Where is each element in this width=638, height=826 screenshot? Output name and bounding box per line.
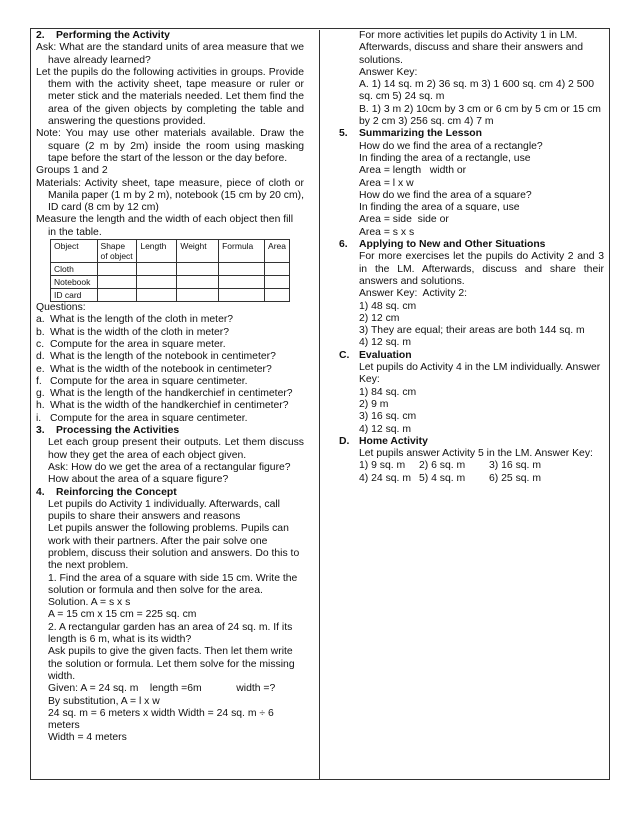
answer-line: 5) 4 sq. m [419,472,466,484]
right-column [339,30,604,485]
section-5-heading [339,128,604,140]
answer-line: 2) 9 m [359,398,389,410]
section-title: Summarizing the Lesson [359,128,482,140]
question-item [36,413,304,425]
answer-key-label: Answer Key: [359,66,418,78]
solution-line: A = 15 cm x 15 cm = 225 sq. cm [48,609,197,621]
answer-line: 4) 12 sq. m [359,337,411,349]
section-number: D. [339,435,350,447]
section-2-heading [36,30,304,42]
ask-paragraph: Ask: What are the standard units of area measure that we have already learned? [36,42,304,66]
table-cell: Cloth [51,263,98,276]
section-number: 6. [339,239,348,251]
answer-key-b: B. 1) 3 m 2) 10cm by 3 cm or 6 cm by 5 cm or 15 cm by 2 cm 3) 256 sq. cm 4) 7 m [359,103,601,128]
table-row [51,289,290,302]
question-text: What is the width of the cloth in meter? [50,326,230,338]
question-text: What is the width of the notebook in centimeter? [50,363,272,375]
table-cell [265,289,290,302]
question-marker: a. [36,314,45,326]
answer-row [339,473,604,485]
solution-line: By substitution, A = l x w [48,695,160,707]
section-number: 4. [36,486,45,498]
section-number: 2. [36,30,45,41]
question-text: Compute for the area in square centimeter. [50,412,248,424]
table-row [51,263,290,276]
section-4-paragraph: Let pupils answer the following problems. Pupils can work with their partners. After the pair solve one problem, discuss their solution and answers. Do this to the next problem. [48,523,300,572]
section-6-heading [339,239,604,251]
answer-line: 3) 16 sq. m [489,460,541,472]
table-cell: Notebook [51,276,98,289]
more-activities-text: For more activities let pupils do Activity 1 in LM. Afterwards, discuss and share their answers and solutions. [359,30,584,66]
solution-line: 24 sq. m = 6 meters x width Width = 24 sq. m ÷ 6 meters [48,707,274,732]
table-cell [137,263,177,276]
table-row [51,276,290,289]
summary-line: In finding the area of a rectangle, use [359,152,531,164]
question-marker: g. [36,388,45,400]
question-item [36,364,304,376]
answer-line: 6) 25 sq. m [489,472,541,484]
summary-line: How do we find the area of a square? [359,189,532,201]
section-title: Performing the Activity [56,30,170,41]
evaluation-text: Let pupils do Activity 4 in the LM individually. Answer Key: [359,362,601,386]
table-cell [177,289,219,302]
measurement-table [50,239,290,302]
question-item [36,351,304,363]
solution-line: Width = 4 meters [48,732,127,744]
question-item [36,339,304,351]
given-line: Given: A = 24 sq. m length =6m width =? [48,683,276,695]
table-cell [137,276,177,289]
section-6-text: For more exercises let the pupils do Activity 2 and 3 in the LM. Afterwards, discuss and share their answers and solutions. [359,251,604,287]
section-3-heading [36,425,304,437]
answer-key-a: A. 1) 14 sq. m 2) 36 sq. m 3) 1 600 sq. cm 4) 2 500 sq. cm 5) 24 sq. m [359,79,595,103]
table-header: Formula [219,240,265,263]
answer-line: 3) 16 sq. cm [359,411,417,423]
answer-line: 1) 48 sq. cm [359,300,417,312]
section-title: Applying to New and Other Situations [359,239,546,251]
answer-line: 4) 24 sq. m [359,472,411,484]
table-cell [137,289,177,302]
table-cell [219,289,265,302]
summary-line: How do we find the area of a rectangle? [359,140,543,152]
answer-line: Answer Key: Activity 2: [359,288,467,300]
section-title: Reinforcing the Concept [56,486,177,498]
instructions-paragraph: Let the pupils do the following activities in groups. Provide them with the activity sheet, tape measure or ruler or meter stick and the materials needed. Let them find the area of the given objects by completing the table and answering the questions provided. [36,66,304,128]
question-marker: i. [36,412,42,424]
table-cell [219,276,265,289]
section-4-heading [36,487,304,499]
summary-line: In finding the area of a square, use [359,202,520,214]
question-item [36,314,304,326]
measure-paragraph: Measure the length and the width of each object then fill in the table. [36,214,294,238]
table-cell [265,276,290,289]
answer-line: 1) 84 sq. cm [359,386,417,398]
section-title: Home Activity [359,435,428,447]
section-number: 3. [36,425,45,437]
section-c-heading [339,350,604,362]
answer-line: 2) 6 sq. m [419,460,466,472]
section-d-heading [339,436,604,448]
question-marker: d. [36,351,45,363]
question-text: What is the length of the notebook in centimeter? [50,351,276,363]
table-header: Length [137,240,177,263]
question-marker: c. [36,338,45,350]
question-item [36,388,304,400]
section-4-paragraph: Let pupils do Activity 1 individually. Afterwards, call pupils to share their answers and reasons [48,498,280,523]
problem-1: 1. Find the area of a square with side 15 cm. Write the solution or formula and then solve for the area. [48,572,298,596]
solution-line: Solution. A = s x s [48,597,131,609]
question-marker: h. [36,400,45,412]
question-marker: f. [36,375,42,387]
question-marker: b. [36,326,45,338]
answer-line: 2) 12 cm [359,312,400,324]
table-cell [97,276,137,289]
section-number: C. [339,349,350,361]
answer-line: 1) 9 sq. m [359,460,406,472]
problem-2: 2. A rectangular garden has an area of 24 sq. m. If its length is 6 m, what is its width? [48,621,293,646]
section-4-paragraph: Ask pupils to give the given facts. Then let them write the solution or formula. Let them solve for the missing width. [48,646,295,682]
table-cell [97,263,137,276]
summary-line: Area = length width or [359,165,467,177]
table-header-row [51,240,290,263]
table-cell [265,263,290,276]
table-cell [97,289,137,302]
question-text: What is the length of the handkerchief in centimeter? [50,388,293,400]
answer-row [339,460,604,472]
table-cell [177,263,219,276]
home-activity-text: Let pupils answer Activity 5 in the LM. Answer Key: [359,448,593,460]
question-text: Compute for the area in square meter. [50,338,226,350]
answer-line: 3) They are equal; their areas are both 144 sq. m [359,325,585,337]
question-text: Compute for the area in square centimeter. [50,375,248,387]
note-paragraph: Note: You may use other materials available. Draw the square (2 m by 2m) inside the room using masking tape before the start of the lesson or the day before. [36,128,304,164]
table-header: Object [51,240,98,263]
table-cell [177,276,219,289]
section-title: Processing the Activities [56,425,180,437]
question-text: What is the length of the cloth in meter? [50,314,234,326]
answer-line: 4) 12 sq. m [359,423,411,435]
table-cell [219,263,265,276]
summary-line: Area = side side or [359,214,449,226]
section-3-ask: Ask: How do we get the area of a rectangular figure? How about the area of a square figure? [48,461,291,486]
question-item [36,400,304,412]
question-item [36,376,304,388]
table-header: Weight [177,240,219,263]
section-3-text: Let each group present their outputs. Let them discuss how they get the area of each object given. [48,437,304,461]
column-divider [319,30,320,780]
groups-label: Groups 1 and 2 [36,165,108,177]
questions-label: Questions: [36,302,86,314]
table-cell: ID card [51,289,98,302]
summary-line: Area = l x w [359,177,414,189]
question-text: What is the width of the handkerchief in centimeter? [50,400,289,412]
question-marker: e. [36,363,45,375]
left-column [36,30,304,745]
table-header: Area [265,240,290,263]
section-number: 5. [339,128,348,140]
question-item [36,327,304,339]
table-header: Shape of object [97,240,137,263]
materials-paragraph: Materials: Activity sheet, tape measure, piece of cloth or Manila paper (1 m by 2 m), notebook (15 cm by 20 cm), ID card (8 cm by 12 cm) [36,177,304,214]
summary-line: Area = s x s [359,226,415,238]
section-title: Evaluation [359,349,412,361]
